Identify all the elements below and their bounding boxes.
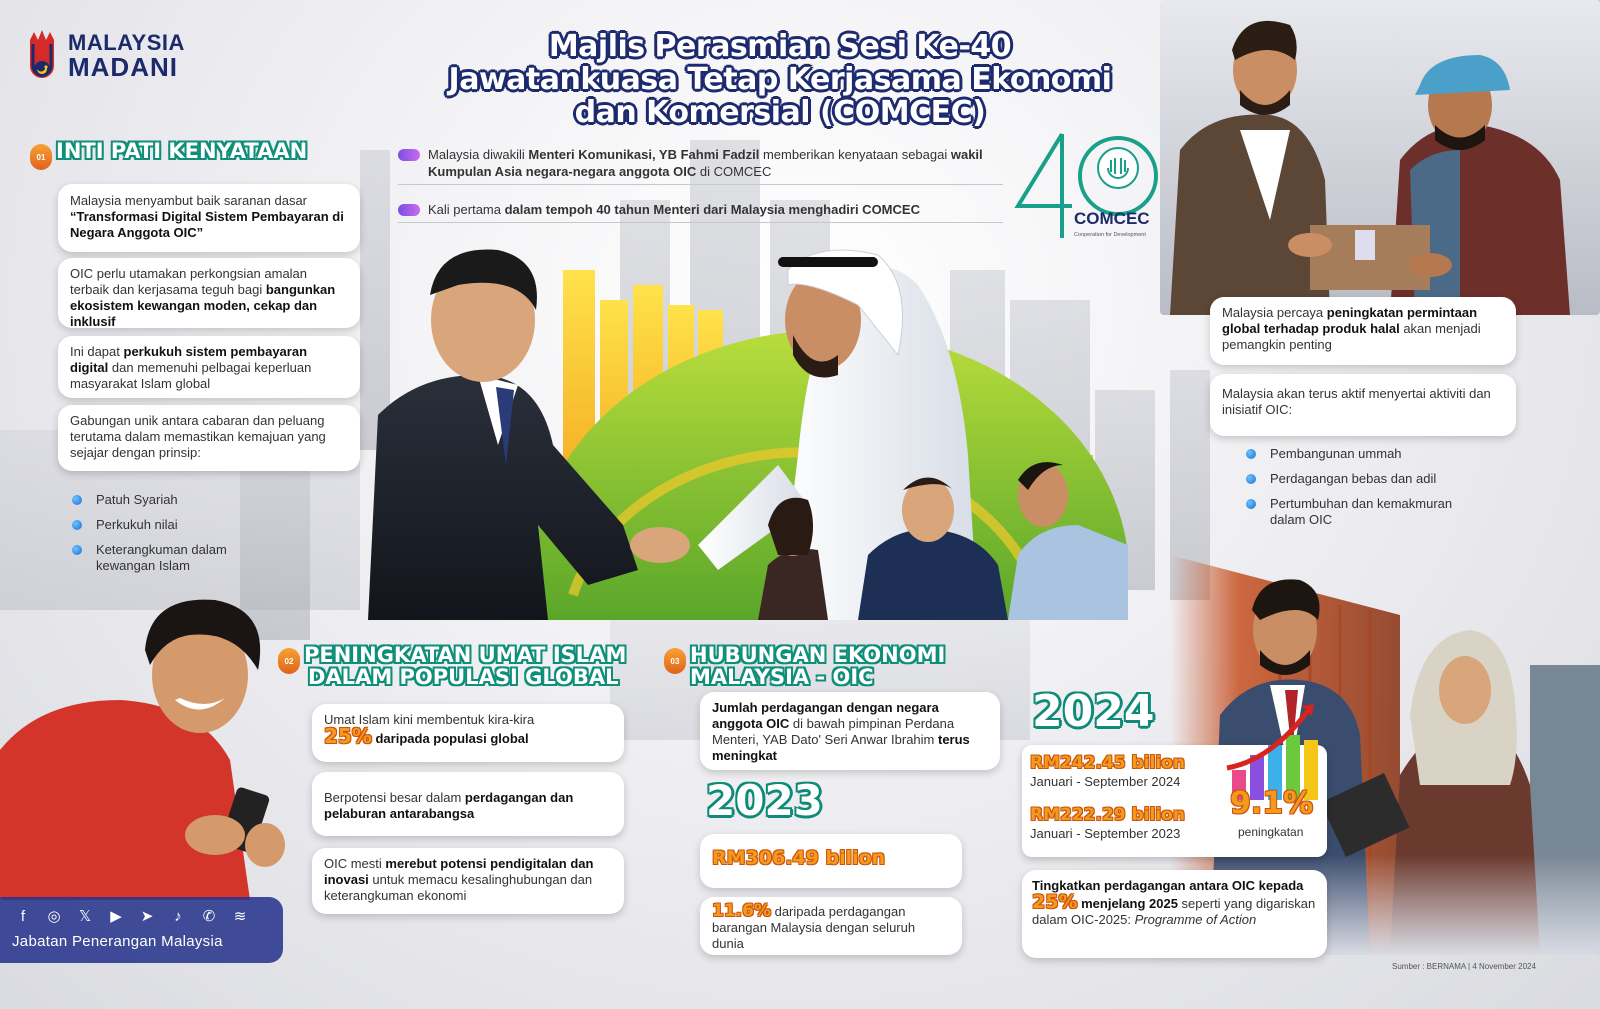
list-item [72,542,272,574]
bullet-icon [1246,474,1256,484]
population-bold: daripada populasi global [371,731,529,746]
initiative-2: Perdagangan bebas dan adil [1270,471,1437,486]
section2-title-line1: PENINGKATAN UMAT ISLAM [304,643,627,667]
bullet-icon [1246,449,1256,459]
youtube-icon[interactable]: ▶ [110,908,122,925]
agency-name: Jabatan Penerangan Malaysia [12,933,223,950]
list-item [1246,446,1516,462]
statement-3-bold: perkukuh sistem pembayaran digital [70,344,308,375]
section2-heading [278,644,626,688]
business-handshake-image [338,225,1128,620]
target-text: seperti yang digariskan dalam OIC-2025: [1032,896,1316,927]
target-2025-card [1022,870,1327,958]
trade-share-card [700,897,962,955]
halal-text: Malaysia percaya [1222,305,1327,320]
statement-card-4 [58,405,360,471]
workers-package-photo [1160,0,1600,315]
trade-intro-card [700,692,1000,770]
facebook-icon[interactable]: f [20,907,26,925]
principle-3: Keterangkuman dalam kewangan Islam [96,542,227,573]
section3-title-line1: HUBUNGAN EKONOMI [690,643,946,667]
note-representation [398,146,1003,185]
bullet-icon [1246,499,1256,509]
list-item [72,517,272,533]
comcec-name: COMCEC [1074,209,1150,228]
trade-intro-bold: Jumlah perdagangan dengan negara anggota OIC [712,700,939,731]
brand-line2: MADANI [68,52,178,82]
madani-hand-icon [22,26,62,84]
growth-label: peningkatan [1238,825,1304,839]
man-phone-photo [0,590,290,900]
population-percent: 25% [324,724,372,748]
brand-line1: MALAYSIA [68,30,185,55]
bullet-icon [72,520,82,530]
bullet-icon [72,495,82,505]
growth-percent: 9.1% [1230,786,1314,821]
target-percent: 25% [1032,891,1078,913]
muslim-population-card [312,704,624,762]
section3-number: 03 [664,648,686,674]
digital-bold: merebut potensi pendigitalan dan inovasi [324,856,594,887]
list-item [1246,471,1516,487]
oic-initiatives-list [1246,446,1516,537]
note-2-text: Kali pertama dalam tempoh 40 tahun Menteri dari Malaysia menghadiri COMCEC [428,202,920,217]
statement-1-text: Malaysia menyambut baik saranan dasar [70,193,308,208]
trade-share-text: daripada perdagangan barangan Malaysia dengan seluruh dunia [712,904,916,951]
trade-2023-card [700,834,962,888]
social-icons [12,905,271,927]
list-item [72,492,272,508]
trade-2023-value: RM306.49 bilion [712,847,886,869]
tiktok-icon[interactable]: ♪ [174,907,182,925]
note-first-time [398,201,1003,223]
section2-number: 02 [278,648,300,674]
comcec-tagline: Cooperation for Development [1074,232,1146,238]
source-credit: Sumber : BERNAMA | 4 November 2024 [1392,962,1536,971]
trade-2024-period: Januari - September 2024 [1030,774,1181,789]
section1-heading [30,140,307,170]
trade-share-percent: 11.6% [712,901,771,921]
oic-activity-text: Malaysia akan terus aktif menyertai aktiviti dan inisiatif OIC: [1222,386,1491,417]
trade-potential-card [312,772,624,836]
title-line2: Jawatankuasa Tetap Kerjasama Ekonomi [448,62,1112,97]
statement-3-text: Ini dapat [70,344,124,359]
x-icon[interactable]: 𝕏 [78,908,92,925]
statement-2-text: OIC perlu utamakan perkongsian amalan terbaik dan kerjasama teguh bagi [70,266,308,297]
statement-card-1 [58,184,360,252]
bullet-icon [72,545,82,555]
year-2023: 2023 [706,776,823,825]
principles-list [72,492,272,583]
instagram-icon[interactable]: ◎ [47,908,61,925]
statement-3-post: dan memenuhi pelbagai keperluan masyarakat Islam global [70,360,312,391]
halal-bold: peningkatan permintaan global terhadap produk halal [1222,305,1478,336]
target-italic: Programme of Action [1134,912,1257,927]
digital-text: OIC mesti [324,856,386,871]
note-1-text: Malaysia diwakili Menteri Komunikasi, YB Fahmi Fadzil memberikan kenyataan sebagai wakil Kumpulan Asia negara-negara anggota OIC di COMCEC [428,147,983,179]
target-bold2: menjelang 2025 [1077,896,1178,911]
workers-exchange-image [1160,0,1600,315]
social-footer [0,897,283,963]
smiling-man-phone-image [0,590,290,900]
telegram-icon[interactable]: ➤ [140,908,154,925]
section3-title [690,644,945,688]
halal-demand-card [1210,297,1516,365]
potential-bold: perdagangan dan pelaburan antarabangsa [324,790,574,821]
initiative-3: Pertumbuhan dan kemakmuran dalam OIC [1270,496,1453,527]
population-text: Umat Islam kini membentuk kira-kira [324,712,535,727]
statement-2-bold: bangunkan ekosistem kewangan moden, cekap dan inklusif [70,282,336,329]
principle-1: Patuh Syariah [96,492,178,507]
digitalisation-card [312,848,624,914]
title-line3: dan Komersial (COMCEC) [574,95,986,130]
statement-1-bold: “Transformasi Digital Sistem Pembayaran di Negara Anggota OIC” [70,209,344,240]
section2-title [304,644,626,688]
halal-post: akan menjadi pemangkin penting [1222,321,1481,352]
spotify-icon[interactable]: ≋ [233,908,247,925]
oic-activity-card [1210,374,1516,436]
list-item [1246,496,1516,528]
section1-title: INTI PATI KENYATAAN [56,139,308,163]
title-line1: Majlis Perasmian Sesi Ke-40 [548,29,1012,64]
whatsapp-icon[interactable]: ✆ [202,908,216,925]
statement-card-2 [58,258,360,328]
target-bold: Tingkatkan perdagangan antara OIC kepada [1032,878,1304,893]
malaysia-madani-logo [22,26,185,84]
year-2024: 2024 [1032,686,1155,737]
trade-intro-bold2: terus meningkat [712,732,970,763]
page-title [420,30,1140,129]
potential-text: Berpotensi besar dalam [324,790,465,805]
trade-2023-period: Januari - September 2023 [1030,826,1181,841]
section3-title-line2: MALAYSIA - OIC [690,665,874,689]
digital-post: untuk memacu kesalinghubungan dan keterangkuman ekonomi [324,872,593,903]
pill-icon [398,149,420,161]
section3-heading [664,644,945,688]
principle-2: Perkukuh nilai [96,517,178,532]
trade-2024-value: RM242.45 bilion [1030,753,1185,773]
trade-intro-text: di bawah pimpinan Perdana Menteri, YAB Dato' Seri Anwar Ibrahim [712,716,955,747]
statement-card-3 [58,336,360,398]
section1-number: 01 [30,144,52,170]
initiative-1: Pembangunan ummah [1270,446,1402,461]
pill-icon [398,204,420,216]
statement-4-text: Gabungan unik antara cabaran dan peluang terutama dalam memastikan kemajuan yang sejajar dengan prinsip: [70,413,326,460]
section2-title-line2: DALAM POPULASI GLOBAL [308,665,619,689]
handshake-illustration [338,225,1128,620]
trade-2023-ytd-value: RM222.29 bilion [1030,805,1185,825]
